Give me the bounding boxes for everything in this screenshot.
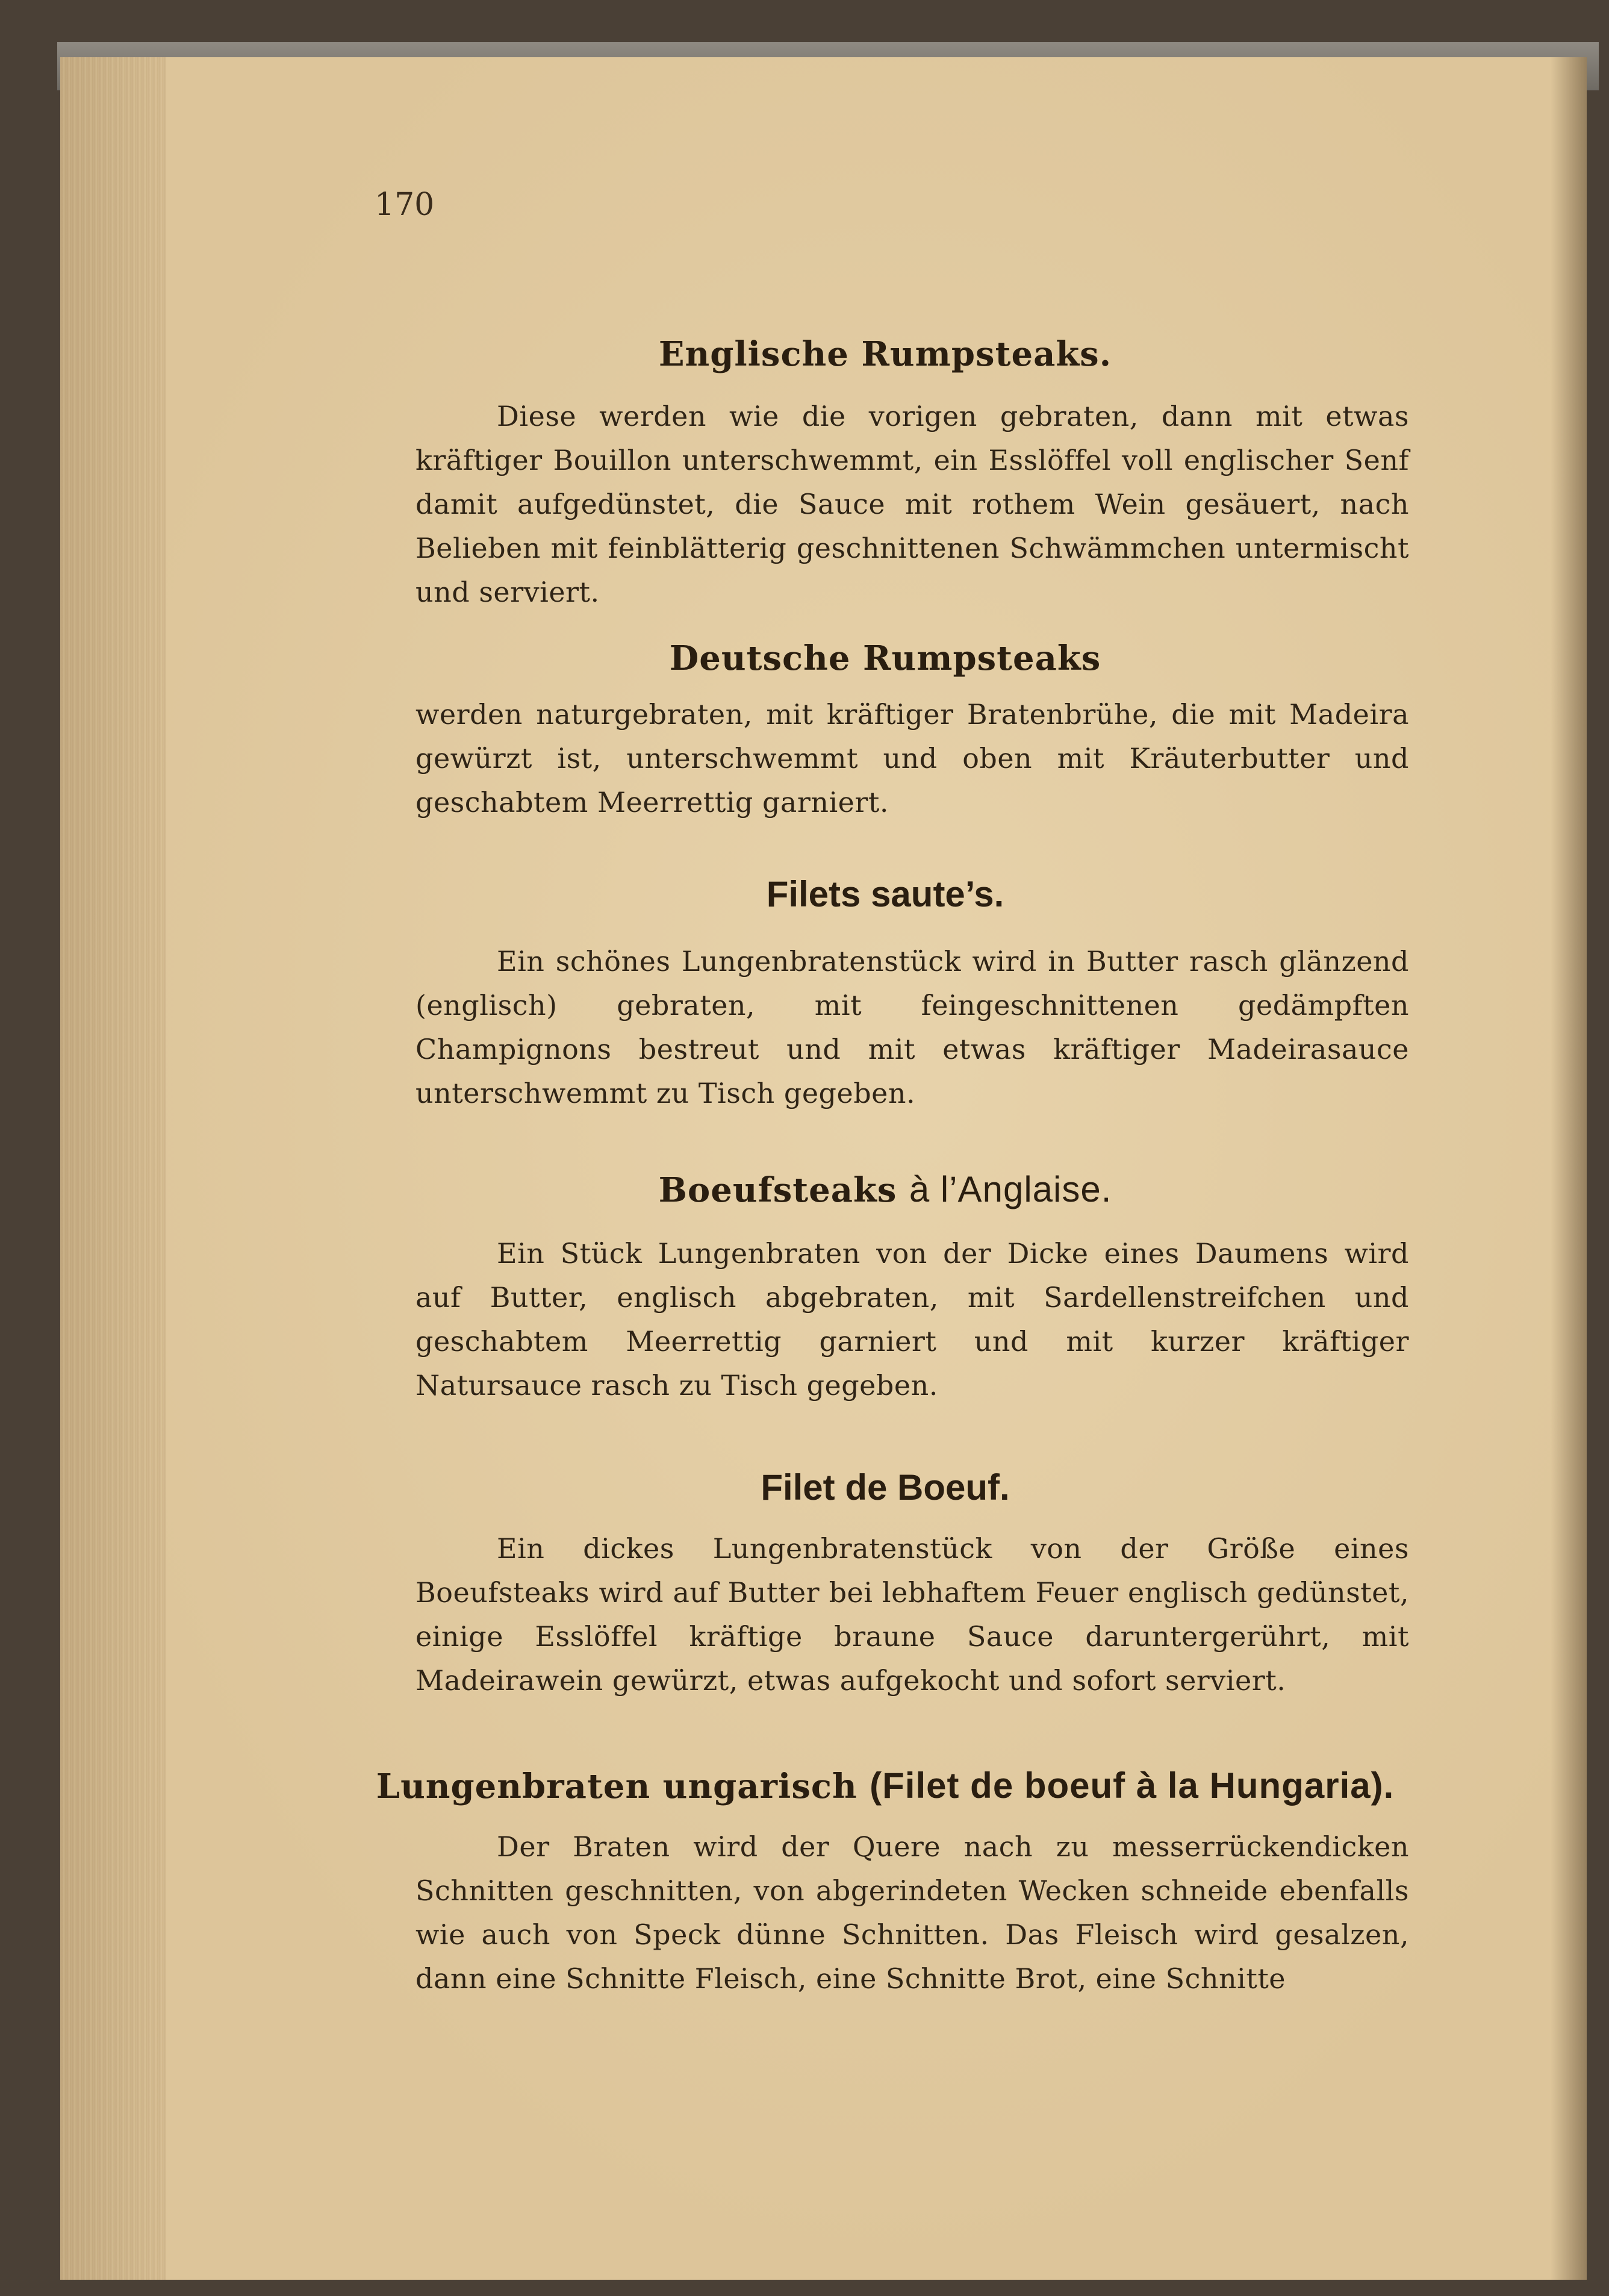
paragraph-englische-rumpsteaks: Diese werden wie die vorigen gebraten, dann mit etwas kräftiger Bouillon unterschwemmt, ein Esslöffel voll englischer Senf damit aufgedünstet, die Sauce mit rothem Wein gesäuert, nach Belieben mit feinblätterig geschnittenen Schwämmchen untermischt und serviert. [415,400,1409,608]
heading-latin-part: (Filet de boeuf à la Hungaria). [870,1765,1395,1806]
heading-englische-rumpsteaks: Englische Rumpsteaks. [658,334,1112,374]
paragraph-boeufsteaks-anglaise: Ein Stück Lungenbraten von der Dicke eines Daumens wird auf Butter, englisch abgebraten, mit Sardellenstreifchen und geschabtem Meerrettig garniert und mit kurzer kräftiger Natursauce rasch zu Tisch gegeben. [415,1237,1409,1402]
page-gutter [1551,57,1587,2280]
heading-latin-part: à l’Anglaise. [909,1169,1112,1209]
heading-german-part: Boeufsteaks [658,1170,897,1210]
heading-german-part: Lungenbraten ungarisch [376,1767,857,1806]
heading-deutsche-rumpsteaks: Deutsche Rumpsteaks [669,638,1101,678]
paragraph-deutsche-rumpsteaks: werden naturgebraten, mit kräftiger Bratenbrühe, die mit Madeira gewürzt ist, unterschwemmt und oben mit Kräuterbutter und geschabtem Meerrettig garniert. [415,698,1409,819]
heading-lungenbraten-ungarisch [355,1765,1415,1806]
page-number: 170 [375,187,435,223]
paragraph-filet-de-boeuf: Ein dickes Lungenbratenstück von der Größe eines Boeufsteaks wird auf Butter bei lebhaftem Feuer englisch gedünstet, einige Esslöffel kräftige braune Sauce daruntergerührt, mit Madeirawein gewürzt, etwas aufgekocht und sofort serviert. [415,1532,1409,1697]
paragraph-filets-sautes: Ein schönes Lungenbratenstück wird in Butter rasch glänzend (englisch) gebraten, mit feingeschnittenen gedämpften Champignons bestreut und mit etwas kräftiger Madeirasauce unterschwemmt zu Tisch gegeben. [415,945,1409,1109]
page-edges [60,57,166,2280]
heading-boeufsteaks-anglaise [355,1168,1415,1210]
paragraph-lungenbraten-ungarisch: Der Braten wird der Quere nach zu messerrückendicken Schnitten geschnitten, von abgerindeten Wecken schneide ebenfalls wie auch von Speck dünne Schnitten. Das Fleisch wird gesalzen, dann eine Schnitte Fleisch, eine Schnitte Brot, eine Schnitte [415,1830,1409,1995]
heading-filets-sautes: Filets saute’s. [766,874,1004,914]
heading-filet-de-boeuf: Filet de Boeuf. [761,1467,1010,1508]
